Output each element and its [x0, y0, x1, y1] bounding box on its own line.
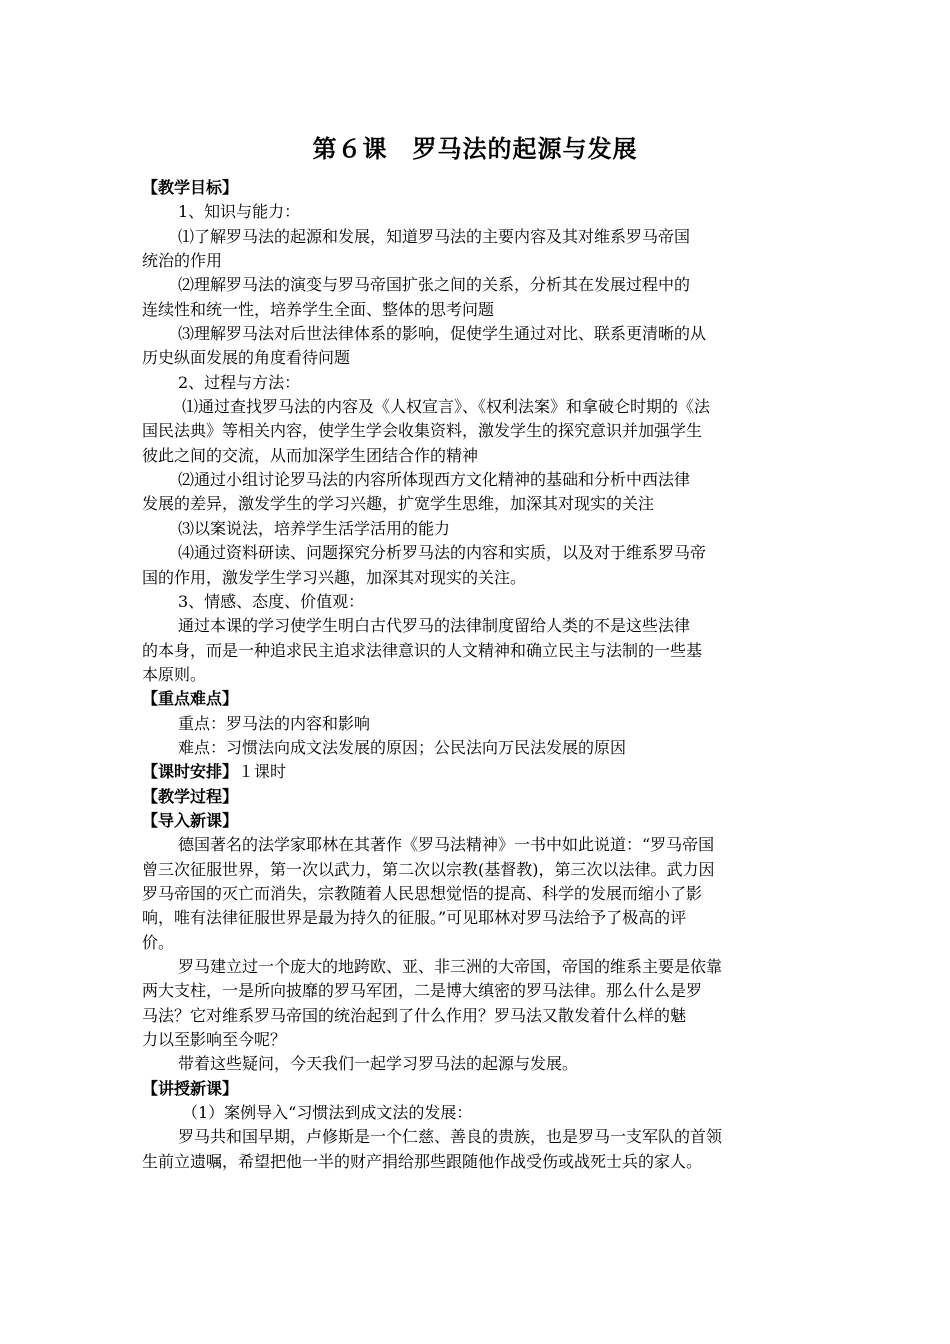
paragraph-line: ⑵理解罗马法的演变与罗马帝国扩张之间的关系，分析其在发展过程中的 [178, 275, 691, 295]
paragraph-line: 曾三次征服世界，第一次以武力，第二次以宗教(基督教)，第三次以法律。武力因 [142, 859, 715, 879]
paragraph-line: 力以至影响至今呢？ [142, 1030, 287, 1050]
section-heading [142, 785, 808, 809]
paragraph-line: 罗马共和国早期，卢修斯是一个仁慈、善良的贵族，也是罗马一支军队的首领 [178, 1127, 723, 1147]
paragraph-line: ⑶理解罗马法对后世法律体系的影响，促使学生通过对比、联系更清晰的从 [178, 324, 707, 344]
paragraph-line: 重点：罗马法的内容和影响 [178, 713, 371, 733]
paragraph-line: 国民法典》等相关内容，使学生学会收集资料，激发学生的探究意识并加强学生 [142, 421, 703, 441]
document-title: 第６课 罗马法的起源与发展 [312, 135, 638, 163]
paragraph-line: 2、过程与方法： [178, 372, 301, 392]
paragraph-line: 发展的差异，激发学生的学习兴趣，扩宽学生思维，加深其对现实的关注 [142, 494, 655, 514]
paragraph-line: 响，唯有法律征服世界是最为持久的征服。”可见耶林对罗马法给予了极高的评 [142, 908, 687, 928]
section-heading [142, 760, 808, 784]
paragraph-line: ⑴了解罗马法的起源和发展，知道罗马法的主要内容及其对维系罗马帝国 [178, 226, 691, 246]
paragraph-line: 本原则。 [142, 664, 207, 684]
paragraph-line: 彼此之间的交流，从而加深学生团结合作的精神 [142, 445, 479, 465]
paragraph-line: 带着这些疑问，今天我们一起学习罗马法的起源与发展。 [178, 1054, 579, 1074]
section-heading [142, 687, 808, 711]
paragraph-line: 两大支柱，一是所向披靡的罗马军团，二是博大缜密的罗马法律。那么什么是罗 [142, 981, 703, 1001]
section-heading [142, 1077, 808, 1101]
paragraph-line: 罗马帝国的灭亡而消失，宗教随着人民思想觉悟的提高、科学的发展而缩小了影 [142, 883, 703, 903]
paragraph-line: 生前立遗嘱，希望把他一半的财产捐给那些跟随他作战受伤或战死士兵的家人。 [142, 1151, 703, 1171]
paragraph-line: 价。 [142, 932, 175, 952]
paragraph-line: 马法？它对维系罗马帝国的统治起到了什么作用？罗马法又散发着什么样的魅 [142, 1005, 687, 1025]
section-heading-label: 【教学目标】 [142, 178, 239, 197]
paragraph-line: 历史纵面发展的角度看待问题 [142, 348, 351, 368]
paragraph-line: ⑷通过资料研读、问题探究分析罗马法的内容和实质，以及对于维系罗马帝 [178, 543, 707, 563]
paragraph-line: 难点：习惯法向成文法发展的原因；公民法向万民法发展的原因 [178, 737, 627, 757]
paragraph-line: 3、情感、态度、价值观： [178, 591, 365, 611]
paragraph-line: 连续性和统一性，培养学生全面、整体的思考问题 [142, 299, 495, 319]
paragraph-line: （1）案例导入“习惯法到成文法的发展： [182, 1103, 473, 1123]
section-heading-label: 【教学过程】 [142, 786, 239, 806]
section-heading-value: １课时 [238, 762, 287, 782]
paragraph-line: 的本身，而是一种追求民主追求法律意识的人文精神和确立民主与法制的一些基 [142, 640, 703, 660]
paragraph-line: 德国著名的法学家耶林在其著作《罗马法精神》一书中如此说道：“罗马帝国 [178, 835, 715, 855]
paragraph-line: 通过本课的学习使学生明白古代罗马的法律制度留给人类的不是这些法律 [178, 616, 691, 636]
paragraph-line: ⑶以案说法，培养学生活学活用的能力 [178, 518, 451, 538]
paragraph-line: 1、知识与能力： [178, 202, 301, 222]
paragraph-line: ⑵通过小组讨论罗马法的内容所体现西方文化精神的基础和分析中西法律 [178, 470, 691, 490]
section-heading-label: 【导入新课】 [142, 810, 239, 830]
document-body [142, 176, 808, 1174]
paragraph-line: 国的作用，激发学生学习兴趣，加深其对现实的关注。 [142, 567, 527, 587]
section-heading-label: 【重点难点】 [142, 689, 239, 709]
paragraph-line: 统治的作用 [142, 251, 223, 271]
paragraph-line: ⑴通过查找罗马法的内容及《人权宣言》、《权利法案》和拿破仑时期的《法 [182, 397, 711, 417]
section-heading-label: 【讲授新课】 [142, 1078, 239, 1098]
section-heading [142, 176, 808, 200]
section-heading-label: 【课时安排】 [142, 762, 239, 782]
section-heading [142, 809, 808, 833]
paragraph-line: 罗马建立过一个庞大的地跨欧、亚、非三洲的大帝国，帝国的维系主要是依靠 [178, 957, 723, 976]
